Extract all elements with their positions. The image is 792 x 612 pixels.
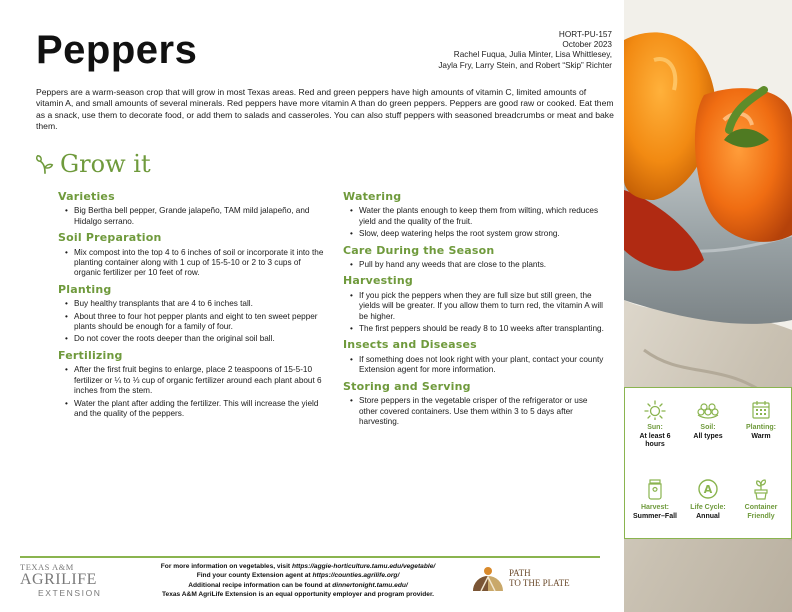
section-harvesting — [343, 276, 608, 334]
section-storing-serving — [343, 379, 608, 428]
publication-meta — [438, 30, 612, 71]
grow-it-title: Grow it — [60, 150, 151, 178]
list-item: • About three to four hot pepper plants and eight to ten sweet pepper plants should be enough for a family of four. — [65, 312, 328, 333]
list-item: • Water the plant after adding the fertilizer. This will increase the yield and the quality of the peppers. — [65, 399, 328, 420]
potted-plant-icon — [751, 478, 771, 500]
list-item: • Do not cover the roots deeper than the original soil ball. — [65, 334, 328, 344]
publication-code: HORT-PU-157 — [558, 30, 612, 39]
intro-paragraph: Peppers are a warm-season crop that will grow in most Texas areas. Red and green peppers have high amounts of vitamin C, limited amounts of vitamin A, and small amounts of several minerals. Red peppers have more vitamin A than do green peppers. Peppers are good raw or cooked. Eat them as a snack, use them to decorate food, or add them to salads and casseroles. You can also stuff peppers with seasoned breadcrumbs or meat and bake them. — [36, 87, 614, 132]
planting-label: Planting: — [746, 424, 776, 431]
section-heading: Insects and Diseases — [343, 338, 477, 352]
lifecycle-label: Life Cycle: — [690, 504, 726, 511]
soil-label: Soil: — [700, 424, 716, 431]
list-item: • If something does not look right with your plant, contact your county Extension agent for more information. — [350, 355, 608, 376]
section-soil-preparation — [58, 233, 328, 279]
section-fertilizing — [58, 348, 328, 419]
section-care-during-season — [343, 243, 608, 271]
left-column — [58, 192, 328, 425]
agrilife-logo-line3: EXTENSION — [38, 588, 102, 598]
sun-value: At least 6 hours — [639, 432, 671, 449]
dinnertonight-link[interactable]: dinnertonight.tamu.edu/ — [332, 581, 408, 589]
authors-line-2: Jayla Fry, Larry Stein, and Robert “Skip” Richter — [438, 60, 612, 70]
soil-icon — [696, 400, 720, 420]
info-soil — [682, 400, 734, 441]
list-item: • Pull by hand any weeds that are close to the plants. — [350, 260, 608, 270]
info-planting — [735, 400, 787, 441]
harvest-jar-icon — [645, 478, 665, 500]
list-item: • Store peppers in the vegetable crisper of the refrigerator or use other covered containers. Use them within 3 to 5 days after harvesting. — [350, 396, 608, 427]
page-title: Peppers — [36, 28, 198, 72]
footer-line-2: Find your county Extension agent at https://counties.agrilife.org/ — [196, 572, 400, 580]
section-varieties — [58, 192, 328, 227]
container-label: Container — [744, 504, 778, 511]
path-to-the-plate-logo — [471, 563, 570, 593]
sun-label: Sun: — [647, 424, 663, 431]
agrilife-logo-line1: TEXAS A&M — [20, 562, 74, 572]
sun-icon — [644, 400, 666, 420]
authors-line-1: Rachel Fuqua, Julia Minter, Lisa Whittlesey, — [453, 50, 612, 60]
footer-info — [148, 562, 448, 600]
section-heading: Watering — [343, 190, 402, 203]
agrilife-logo — [20, 562, 120, 598]
lifecycle-value: Annual — [696, 512, 720, 520]
section-heading: Fertilizing — [58, 348, 123, 362]
list-item: • If you pick the peppers when they are full size but still green, the yields will be greater. If you allow them to turn red, the vitamin A will be higher. — [350, 291, 608, 322]
list-item: • Buy healthy transplants that are 4 to 6 inches tall. — [65, 299, 328, 309]
list-item: • Mix compost into the top 4 to 6 inches of soil or incorporate it into the planting container along with 1 cup of 15-5-10 or 2 to 3 cups of organic fertilizer per 10 feet of row. — [65, 248, 328, 279]
section-watering — [343, 192, 608, 240]
soil-value: All types — [693, 432, 723, 440]
footer-divider — [20, 556, 600, 558]
list-item: • The first peppers should be ready 8 to 10 weeks after transplanting. — [350, 324, 608, 334]
publication-date: October 2023 — [562, 40, 612, 50]
grow-it-heading — [34, 150, 151, 178]
harvest-label: Harvest: — [640, 504, 669, 511]
section-heading: Storing and Serving — [343, 379, 471, 393]
info-sun — [629, 400, 681, 450]
footer-line-4: Texas A&M AgriLife Extension is an equal opportunity employer and program provider. — [162, 591, 434, 599]
ptp-line2: TO THE PLATE — [509, 578, 570, 588]
section-heading: Planting — [58, 282, 112, 296]
list-item: • Water the plants enough to keep them from wilting, which reduces yield and the quality of the fruit. — [350, 206, 608, 227]
section-insects-diseases — [343, 340, 608, 375]
right-column — [343, 192, 608, 433]
container-value: Friendly — [747, 512, 775, 520]
svg-text:A: A — [703, 483, 713, 496]
info-lifecycle — [682, 478, 734, 521]
section-heading: Soil Preparation — [58, 231, 162, 245]
footer-line-3: Additional recipe information can be found at dinnertonight.tamu.edu/ — [188, 581, 408, 589]
vegetable-link[interactable]: https://aggie-horticulture.tamu.edu/vegetable/ — [291, 563, 436, 570]
counties-link[interactable]: https://counties.agrilife.org/ — [312, 572, 400, 580]
section-heading: Harvesting — [343, 274, 413, 288]
section-planting — [58, 282, 328, 345]
list-item: • Big Bertha bell pepper, Grande jalapeño, TAM mild jalapeño, and Hidalgo serrano. — [65, 206, 328, 227]
list-item: • After the first fruit begins to enlarge, place 2 teaspoons of 15-5-10 fertilizer or ¼ to ⅓ cup of organic fertilizer around each plant about 6 inches from the stem. — [65, 365, 328, 396]
section-heading: Varieties — [58, 190, 115, 203]
harvest-value: Summer–Fall — [633, 512, 677, 520]
agrilife-logo-line2: AGRILIFE — [20, 571, 97, 588]
section-heading: Care During the Season — [343, 243, 495, 257]
ptp-line1: PATH — [509, 568, 531, 578]
path-to-plate-icon — [471, 563, 505, 593]
sprout-icon — [34, 153, 56, 175]
info-harvest — [629, 478, 681, 521]
footer-line-1: For more information on vegetables, visit https://aggie-horticulture.tamu.edu/vegetable/ — [160, 563, 436, 570]
calendar-icon — [751, 400, 771, 420]
annual-icon — [697, 478, 719, 500]
list-item: • Slow, deep watering helps the root system grow strong. — [350, 229, 608, 239]
info-container — [735, 478, 787, 521]
planting-value: Warm — [751, 432, 771, 440]
growing-info-box — [624, 387, 792, 539]
